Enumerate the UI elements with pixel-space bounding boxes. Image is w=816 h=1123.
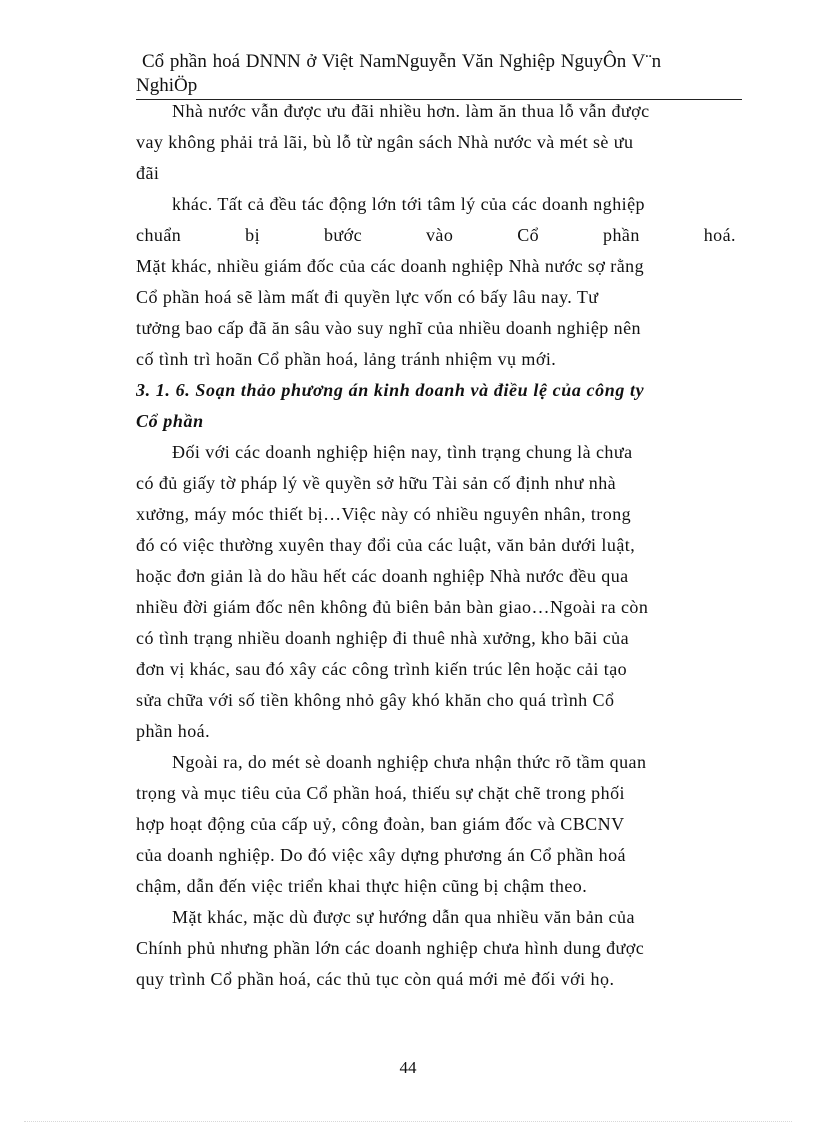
word: chuẩn — [136, 225, 182, 245]
word: bước — [323, 225, 363, 245]
text-line: cố tình trì hoãn Cổ phần hoá, lảng tránh nhiệm vụ mới. — [136, 349, 557, 369]
text-line: hoặc đơn giản là do hầu hết các doanh nghiệp Nhà nước đều qua — [136, 566, 629, 586]
word: bị — [245, 225, 261, 245]
text-line: xưởng, máy móc thiết bị…Việc này có nhiều nguyên nhân, trong — [136, 504, 632, 524]
page-bottom-edge — [24, 1121, 792, 1122]
text-line: phần hoá. — [136, 721, 211, 741]
text-line: có đủ giấy tờ pháp lý về quyền sở hữu Tài sản cố định như nhà — [136, 473, 617, 493]
word: vào — [425, 225, 454, 245]
text-line: trọng và mục tiêu của Cổ phần hoá, thiếu sự chặt chẽ trong phối — [136, 783, 625, 803]
text-line: chậm, dẫn đến việc triển khai thực hiện cũng bị chậm theo. — [136, 876, 588, 896]
word: hoá. — [703, 225, 736, 245]
section-heading: 3. 1. 6. Soạn thảo phương án kinh doanh và điều lệ của công ty — [136, 380, 645, 400]
text-line: Ngoài ra, do mét sè doanh nghiệp chưa nhận thức rõ tầm quan — [172, 752, 647, 772]
text-line: khác. Tất cả đều tác động lớn tới tâm lý của các doanh nghiệp — [172, 194, 645, 214]
text-line: đãi — [136, 163, 160, 183]
text-line: Đối với các doanh nghiệp hiện nay, tình trạng chung là chưa — [172, 442, 633, 462]
justified-text-line — [136, 220, 742, 251]
text-line: của doanh nghiệp. Do đó việc xây dựng phương án Cổ phần hoá — [136, 845, 626, 865]
text-line: sửa chữa với số tiền không nhỏ gây khó khăn cho quá trình Cổ — [136, 690, 615, 710]
text-line: Chính phủ nhưng phần lớn các doanh nghiệp chưa hình dung được — [136, 938, 645, 958]
text-line: quy trình Cổ phần hoá, các thủ tục còn quá mới mẻ đối với họ. — [136, 969, 615, 989]
text-line: nhiều đời giám đốc nên không đủ biên bản bàn giao…Ngoài ra còn — [136, 597, 649, 617]
text-line: vay không phải trả lãi, bù lỗ từ ngân sách Nhà nước và mét sè ưu — [136, 132, 634, 152]
section-heading-continuation: Cổ phần — [136, 411, 204, 431]
text-line: Mặt khác, nhiều giám đốc của các doanh nghiệp Nhà nước sợ rằng — [136, 256, 645, 276]
header-title-line: Cổ phần hoá DNNN ở Việt NamNguyễn Văn Nghiệp NguyÔn V¨n — [142, 51, 662, 72]
header-title-continuation: NghiÖp — [136, 75, 198, 96]
word: phần — [603, 225, 640, 245]
text-line: đó có việc thường xuyên thay đổi của các luật, văn bản dưới luật, — [136, 535, 636, 555]
page-number: 44 — [399, 1058, 417, 1077]
text-line: Nhà nước vẫn được ưu đãi nhiều hơn. làm ăn thua lỗ vẫn được — [172, 101, 650, 121]
text-line: Mặt khác, mặc dù được sự hướng dẫn qua nhiều văn bản của — [172, 907, 635, 927]
text-line: hợp hoạt động của cấp uỷ, công đoàn, ban giám đốc và CBCNV — [136, 814, 625, 834]
text-line: Cổ phần hoá sẽ làm mất đi quyền lực vốn có bấy lâu nay. Tư — [136, 287, 599, 307]
document-body — [136, 96, 742, 995]
word: Cổ — [517, 225, 540, 245]
text-line: đơn vị khác, sau đó xây các công trình kiến trúc lên hoặc cải tạo — [136, 659, 628, 679]
page-header — [136, 50, 742, 100]
text-line: tưởng bao cấp đã ăn sâu vào suy nghĩ của nhiều doanh nghiệp nên — [136, 318, 641, 338]
text-line: có tình trạng nhiều doanh nghiệp đi thuê nhà xưởng, kho bãi của — [136, 628, 630, 648]
